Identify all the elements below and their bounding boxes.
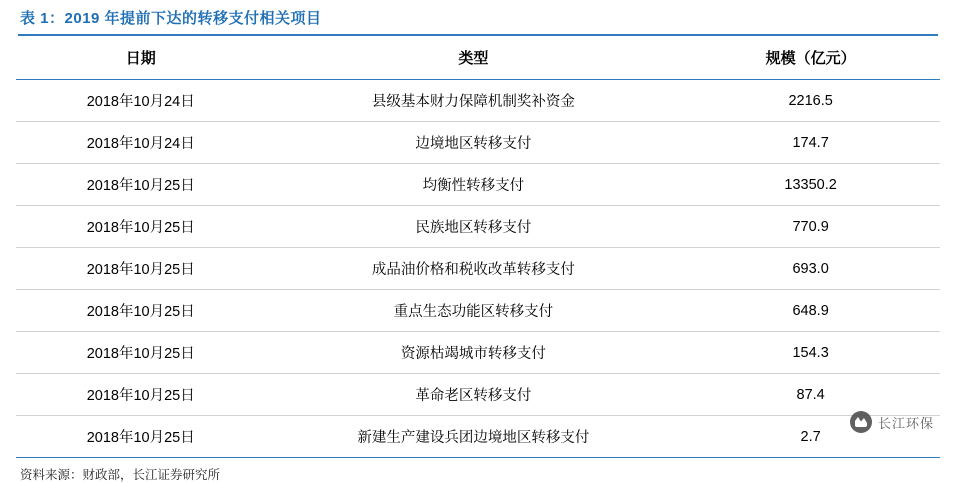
cell-amount: 87.4: [681, 374, 940, 416]
cell-type: 成品油价格和税收改革转移支付: [265, 248, 681, 290]
source-note: 资料来源：财政部，长江证券研究所: [20, 468, 221, 482]
watermark: [850, 411, 934, 433]
cell-date: 2018年10月25日: [16, 248, 265, 290]
table-body: [16, 80, 940, 458]
table-row: [16, 290, 940, 332]
cell-amount: 154.3: [681, 332, 940, 374]
cell-amount: 648.9: [681, 290, 940, 332]
cell-amount: 2.7: [681, 416, 940, 458]
cell-type: 县级基本财力保障机制奖补资金: [265, 80, 681, 122]
table-row: [16, 374, 940, 416]
cell-type: 均衡性转移支付: [265, 164, 681, 206]
cell-date: 2018年10月25日: [16, 206, 265, 248]
table-row: [16, 416, 940, 458]
column-header-type: 类型: [265, 36, 681, 80]
cell-type: 新建生产建设兵团边境地区转移支付: [265, 416, 681, 458]
cell-date: 2018年10月25日: [16, 374, 265, 416]
cell-date: 2018年10月25日: [16, 164, 265, 206]
cell-amount: 2216.5: [681, 80, 940, 122]
table-header-row: [16, 36, 940, 80]
figure-title: 表 1：2019 年提前下达的转移支付相关项目: [20, 9, 322, 27]
cell-date: 2018年10月24日: [16, 122, 265, 164]
table-row: [16, 80, 940, 122]
cell-type: 重点生态功能区转移支付: [265, 290, 681, 332]
cell-date: 2018年10月25日: [16, 290, 265, 332]
cell-type: 民族地区转移支付: [265, 206, 681, 248]
cell-amount: 770.9: [681, 206, 940, 248]
table-row: [16, 122, 940, 164]
cell-type: 边境地区转移支付: [265, 122, 681, 164]
cell-date: 2018年10月25日: [16, 332, 265, 374]
cell-amount: 693.0: [681, 248, 940, 290]
cell-date: 2018年10月24日: [16, 80, 265, 122]
transfer-payment-table: [16, 36, 940, 458]
cell-type: 资源枯竭城市转移支付: [265, 332, 681, 374]
figure-title-bar: [16, 0, 940, 34]
table-header: [16, 36, 940, 80]
table-row: [16, 248, 940, 290]
column-header-amount: 规模（亿元）: [681, 36, 940, 80]
column-header-date: 日期: [16, 36, 265, 80]
cell-amount: 174.7: [681, 122, 940, 164]
cell-type: 革命老区转移支付: [265, 374, 681, 416]
table-row: [16, 164, 940, 206]
cell-amount: 13350.2: [681, 164, 940, 206]
cell-date: 2018年10月25日: [16, 416, 265, 458]
table-row: [16, 206, 940, 248]
mountain-logo-icon: [850, 411, 872, 433]
table-row: [16, 332, 940, 374]
watermark-label: 长江环保: [877, 415, 934, 431]
